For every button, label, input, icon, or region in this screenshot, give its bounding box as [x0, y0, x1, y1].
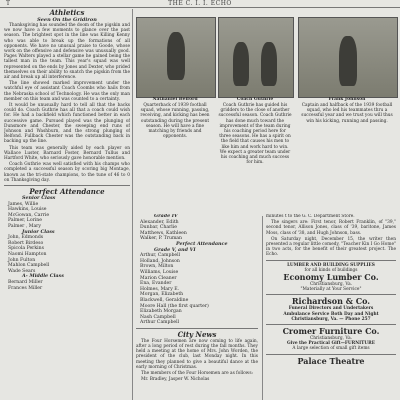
ad-line: Christiansburg, Va. [309, 336, 352, 342]
photo-nathaniel-belford [136, 17, 216, 98]
belford-caption-block [136, 97, 214, 215]
photo-coach-guthrie [218, 17, 294, 98]
divider [266, 260, 396, 261]
grade-v-label: Grade V, and VI [154, 246, 196, 253]
divider [136, 328, 258, 329]
coach-figure [261, 42, 277, 86]
attendance-list [4, 196, 130, 291]
student-name: Elizabeth Morgan [140, 309, 182, 315]
student-name: Williams, Louise [140, 269, 179, 275]
ad-business-name: Cromer Furniture Co. [282, 326, 380, 337]
athletics-paragraph: Coach Guthrie was well satisfied with his champs who completed a successful season by scoring big Montage, known as the tri-state champions, to the tune of 46 to 0 on Thanksgiving day. [4, 162, 130, 183]
student-name: Hawkins, Louise [8, 207, 47, 213]
article-text: On Saturday night, December 15, the writer then presented a regular little comedy, "Teacher Kin I Go Home" in two acts, for the benefit of their greatest project. The Echo. [266, 236, 396, 258]
ad-line: Funeral Directors and Undertakers [288, 306, 374, 312]
student-name: Holland, Johnson [140, 258, 180, 264]
football-player-figure [339, 36, 357, 86]
student-name: Morgan, Elizabeth [140, 292, 184, 298]
senior-class-label: Senior Class [22, 195, 56, 202]
palace-theatre-ad [266, 357, 396, 366]
a-middle-class-label: A- Middle Class [22, 273, 64, 280]
perfect-attendance-sub: Perfect Attendance [176, 240, 228, 247]
student-name: Spicola Perkins [8, 246, 44, 252]
student-name: Dunbar, Charlie [140, 225, 177, 231]
richardson-ad [266, 297, 396, 322]
article-text: The singers are: First tenor, Robert Franklin, of "39," second tenor, Allison Jones, class of '39, baritone, James Moss, class of '38, and Hugh Johnson, bass. [266, 220, 396, 236]
cromer-furniture-ad [266, 327, 396, 352]
student-name: Alexander, Edith [140, 219, 179, 225]
athletics-paragraph: It would be unusually hard to tell all that the backs could do. Coach Guthrie has all that a coach could wish for. He had a backfield which functioned better in each successive game. Pursued played was the plunging of Dunsmore and Chester, the sweeping end runs of Johnson and Washburn, and the strong plunging of Belfond. Fullback Chester was the outstanding back in backing up the line. [4, 103, 130, 145]
divider [266, 324, 396, 325]
student-name: Matthews, Kathleen [140, 230, 187, 236]
student-name: Arthur Campbell [140, 320, 180, 326]
student-name: John, Edmonds [8, 235, 44, 241]
city-news-heading: City News [177, 329, 217, 339]
student-name: Arthur, Campbell [140, 253, 181, 259]
student-name: Walker, P. Truman [140, 236, 182, 242]
ad-business-name: Palace Theatre [297, 355, 365, 366]
student-name: Bernard Miller [8, 280, 43, 285]
ad-line: Christiansburg, Va. [309, 282, 352, 288]
guthrie-caption-block [218, 97, 292, 215]
photo-caption: Coach Guthrie [236, 97, 274, 102]
coach-figure [233, 42, 249, 86]
student-name: John Fulton [8, 257, 36, 263]
student-name: Naomi Hampton [8, 252, 47, 258]
article-text: minutes t to the G. C. Department Store. [266, 214, 355, 219]
ad-business-name: Richardson & Co. [291, 296, 371, 307]
athletics-paragraph: The line showed marked improvement under the watchful eye of assistant Coach Coombs who hails from the Nebraska school of Technology. He was the only man member on this team and was counted to a certainty. [4, 81, 130, 102]
page-header [0, 0, 400, 8]
ad-business-name: Economy Lumber Co. [283, 272, 379, 283]
attendance-heading: Perfect Attendance [29, 187, 105, 197]
ad-line: Christiansburg, Va. — Phone 257 [291, 316, 371, 322]
divider [266, 354, 396, 355]
student-name: Robert Birdeso [8, 240, 44, 246]
ad-line: A large selection of small gift items [292, 346, 370, 352]
athletics-heading: Athletics [49, 9, 85, 17]
masthead-title: THE C. I. I. ECHO [168, 0, 232, 7]
athletics-column [4, 9, 130, 400]
divider [266, 294, 396, 295]
ad-line: LUMBER AND BUILDING SUPPLIES [287, 262, 375, 268]
student-name: Palmer, Lorine [8, 218, 42, 224]
ad-line: Give the Practical Gift—FURNITURE [287, 341, 375, 347]
student-name: Palmer , Mary [8, 224, 41, 230]
student-name: Brown, Milton [140, 264, 174, 270]
economy-lumber-ad [266, 263, 396, 293]
photo-description: Quarterback of 1939 football squad, whose running, passing, receiving, and kicking has been outstanding during the present season. He will have a fine matching by friends and opponents. [140, 103, 210, 140]
ad-line: Ambulance Service Both Day and Night [283, 311, 379, 317]
ad-line: for all kinds of buildings [304, 267, 358, 273]
student-name: Ena, Evander [140, 281, 172, 287]
grades-list [136, 214, 258, 326]
divider [4, 185, 130, 186]
junior-class-label: Junior Class [22, 228, 55, 235]
student-name: Mahlon Campbell [8, 263, 50, 269]
student-name: Nash Campbell [140, 314, 176, 320]
student-name: Holmes, Mary E. [140, 286, 180, 292]
ad-line: "Materially at Your Service" [300, 287, 362, 293]
johnson-caption-block [298, 97, 396, 215]
middle-lower-column [136, 214, 258, 400]
column-rule [132, 9, 133, 400]
city-news-paragraph: The Four Horsemen are now coming to life again, after a long period of rest during the fall months. They held a meeting at the home of Mrs. John Worden, the president of the club, last Monday night. In this meeting they planned to give a beautiful dance at the early morning of Christmas. [136, 338, 258, 370]
page-number: T [6, 0, 11, 7]
athletics-subheading: Seen On the Gridiron [37, 17, 97, 23]
student-name: James, Willie [8, 201, 39, 207]
photo-caption: Frank Johnson [328, 97, 366, 102]
athletics-paragraph: This team was generally aided by each player on Wallace Luster, Barnard Foster, Bernard Tullus and Hartford White, who seriously gave honorable mention. [4, 145, 130, 162]
student-name: Moore Hall (the first quarter) [140, 303, 209, 309]
city-news-paragraph: The members of the Four Horsemen are as follows: [141, 371, 254, 377]
photo-description: Captain and halfback of the 1939 football squad, who led his teammates thru a successful year and we trust you will thus win his kicking, running and passing. [301, 103, 393, 124]
football-player-figure [167, 32, 185, 80]
student-name: McGowan, Carrie [8, 212, 50, 218]
grade-iv-label: Grade IV [154, 214, 178, 219]
city-news-paragraph: Mr. Bradley, Jasper W. Nicholas [141, 377, 210, 383]
photo-frank-johnson [298, 17, 398, 98]
student-name: Wade Sears [8, 268, 36, 274]
athletics-paragraph: Thanksgiving has sounded the doom of the pigskin and we now have a few moments to glance over the past season. The brightest spot in the line was Killing Kenny who was able to break up the formations of all opponents. We have no unusual praise to Goode, whose work on the offensive and defensive was unusually good. Pages Walters played a stellar game he gained being the tallest man in the team. This year's squad was well represented on the ends by Jones and Dexter, who prided themselves on their ability to snatch the pigskin from the air and break up all interference. [4, 23, 130, 81]
student-name: Frances Miller [8, 285, 43, 291]
student-name: Marion Cleaner [140, 275, 177, 281]
right-lower-column [266, 214, 396, 400]
column-rule [262, 216, 263, 400]
photo-description: Coach Guthrie has guided his gridders to the close of another successful season. Coach Guthrie has done much toward the improvement of the team during his coaching period here for three seasons. He has a spirit on the field that causes his men to like him and work hard to win. We expect a greater team under his coaching and much success for him. [218, 103, 292, 166]
photo-caption: Nathaniel Belford [152, 97, 198, 102]
student-name: Blackwell, Geraldine [140, 297, 189, 303]
